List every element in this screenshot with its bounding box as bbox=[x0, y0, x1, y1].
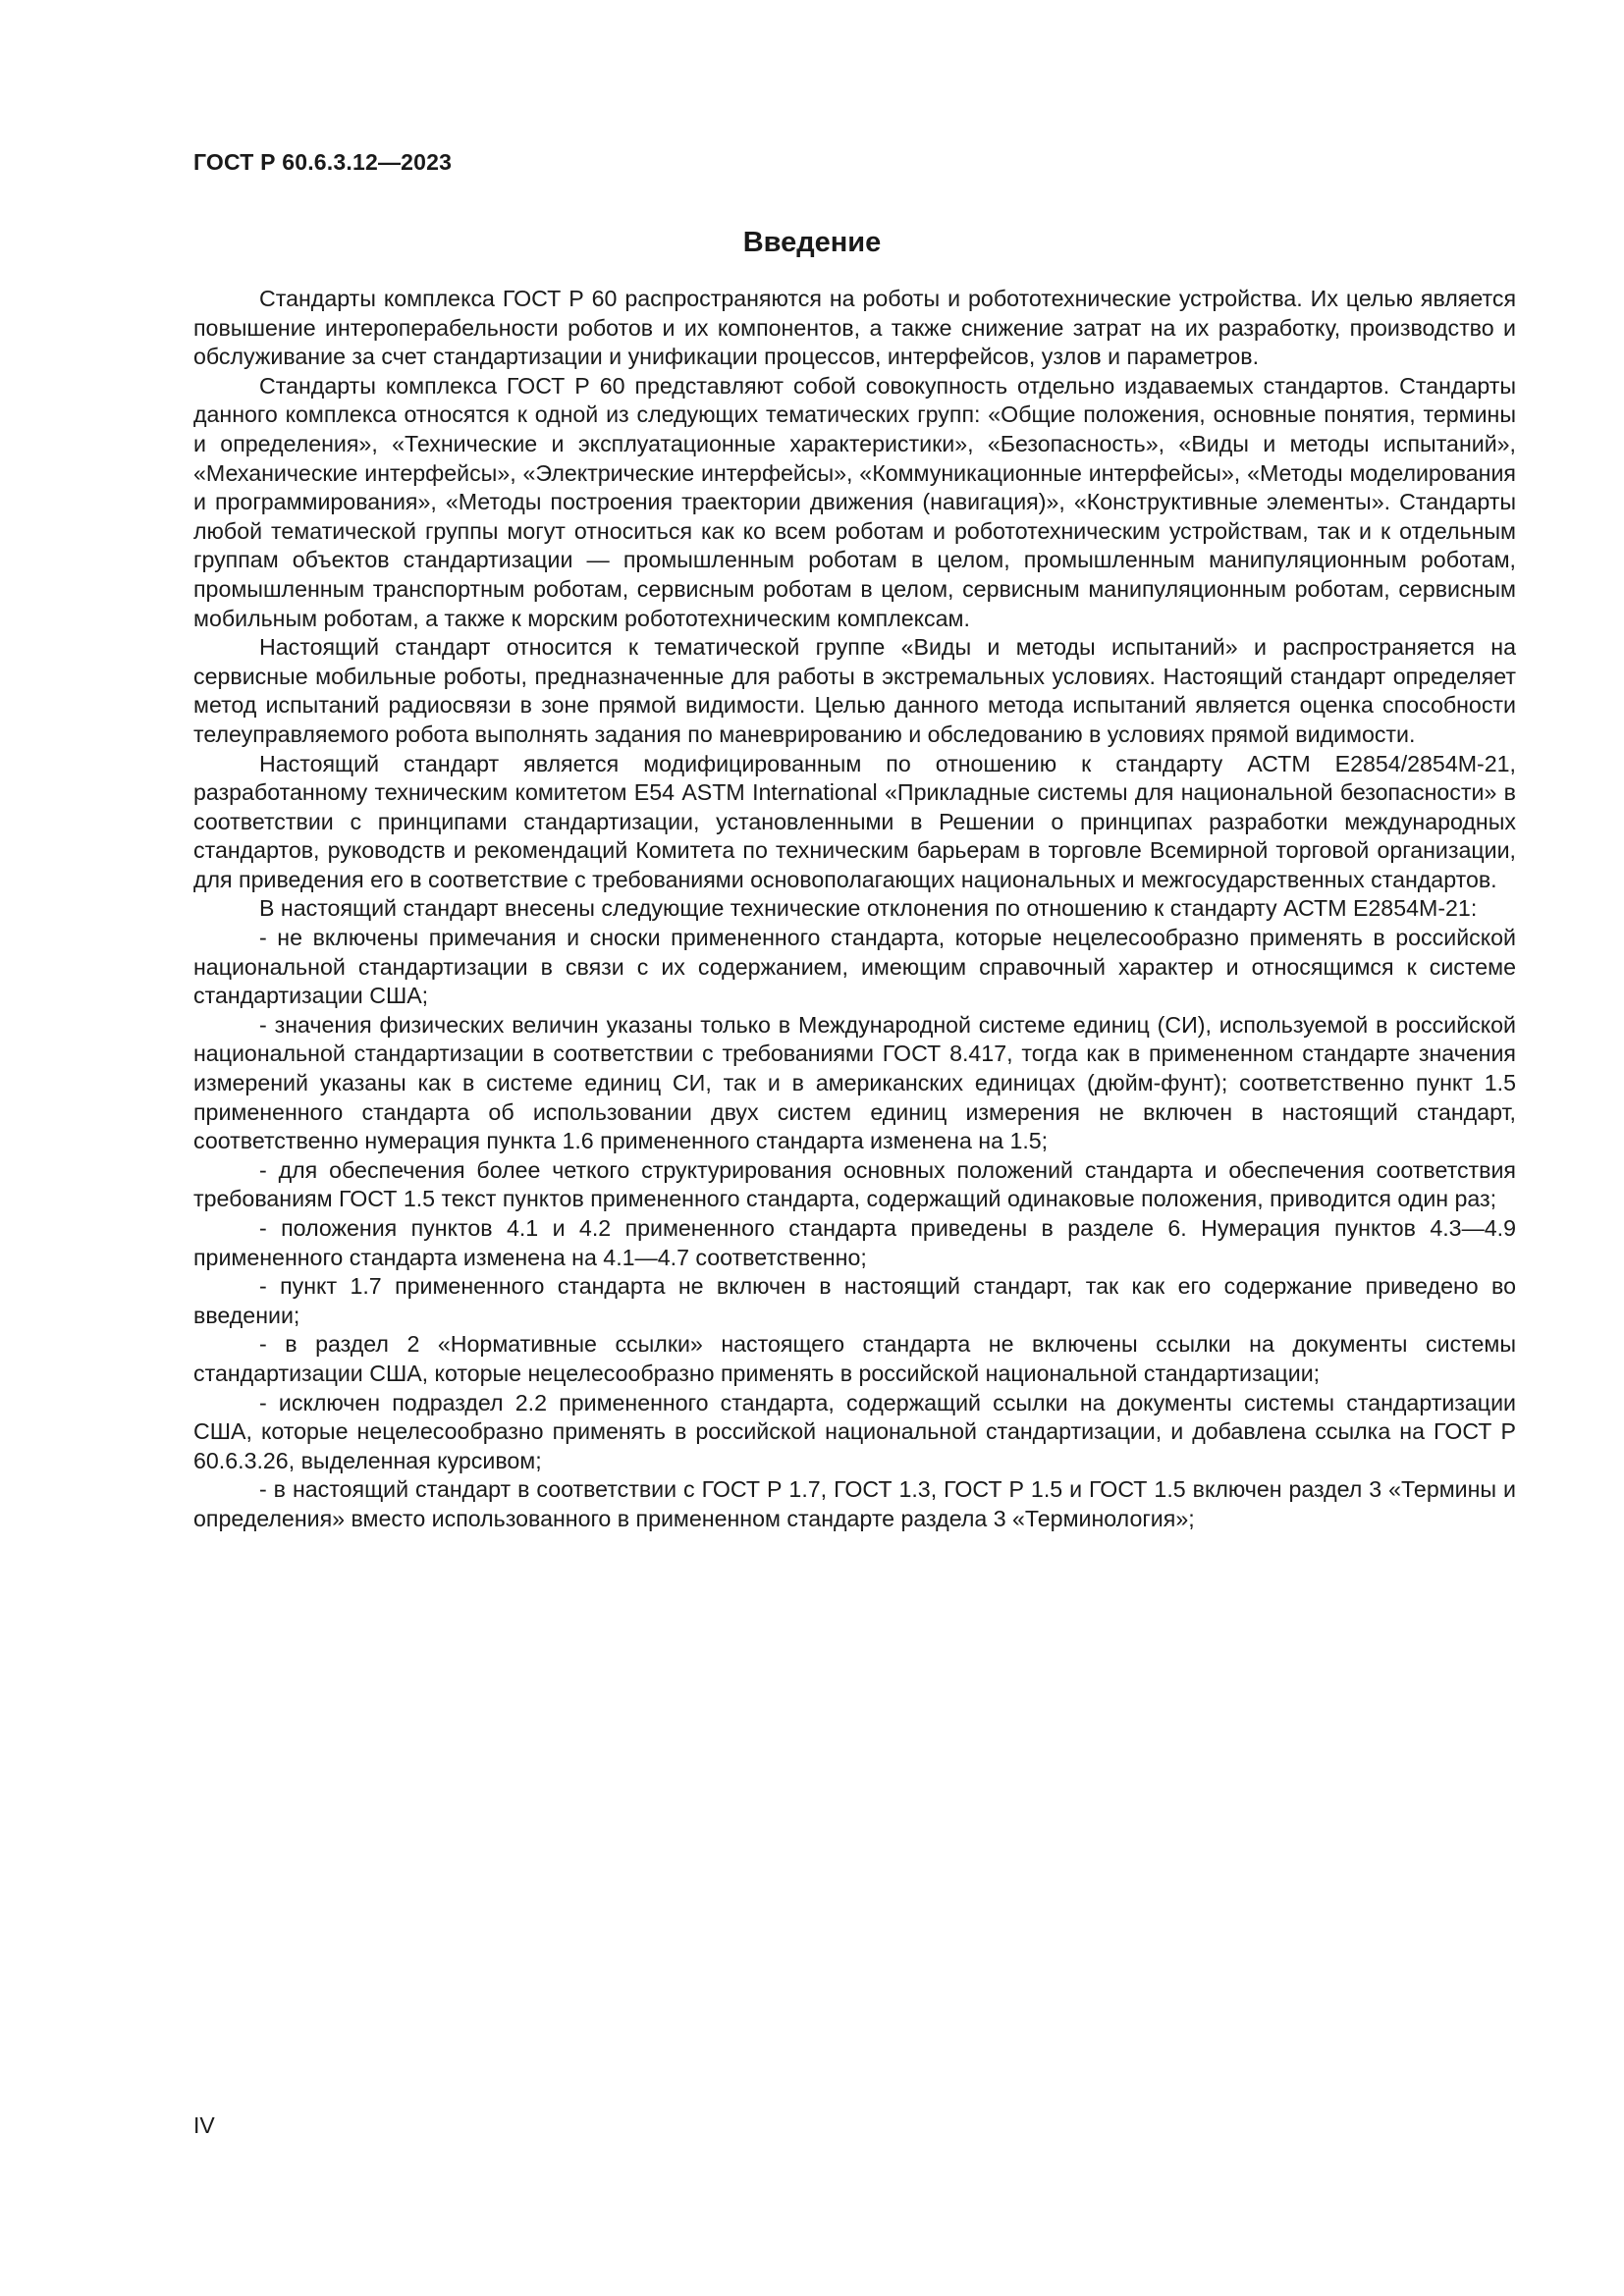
page-number: IV bbox=[193, 2112, 215, 2138]
list-item: - в настоящий стандарт в соответствии с ГОСТ Р 1.7, ГОСТ 1.3, ГОСТ Р 1.5 и ГОСТ 1.5 включен раздел 3 «Термины и определения» вместо использованного в примененном стандарте раздела 3 «Терминология»; bbox=[193, 1476, 1516, 1531]
paragraph: Стандарты комплекса ГОСТ Р 60 распространяются на роботы и робототехнические устройства. Их целью является повышение интероперабельности роботов и их компонентов, а также снижение затрат на их разработку, производство и обслуживание за счет стандартизации и унификации процессов, интерфейсов, узлов и параметров. bbox=[193, 286, 1516, 370]
document-header: ГОСТ Р 60.6.3.12—2023 bbox=[193, 149, 453, 175]
list-item: - исключен подраздел 2.2 примененного стандарта, содержащий ссылки на документы системы стандартизации США, которые нецелесообразно применять в российской национальной стандартизации, и добавлена ссылка на ГОСТ Р 60.6.3.26, выделенная курсивом; bbox=[193, 1389, 1516, 1473]
paragraph: Настоящий стандарт является модифицированным по отношению к стандарту АСТМ Е2854/2854М-21, разработанному техническим комитетом Е54 ASTM International «Прикладные системы для национальной безопасности» в соответствии с принципами стандартизации, установленными в Решении о принципах разработки международных стандартов, руководств и рекомендаций Комитета по техническим барьерам в торговле Всемирной торговой организации, для приведения его в соответствие с требованиями основополагающих национальных и межгосударственных стандартов. bbox=[193, 750, 1516, 892]
list-item: - положения пунктов 4.1 и 4.2 примененного стандарта приведены в разделе 6. Нумерация пунктов 4.3—4.9 примененного стандарта изменена на 4.1—4.7 соответственно; bbox=[193, 1215, 1516, 1270]
list-item: - в раздел 2 «Нормативные ссылки» настоящего стандарта не включены ссылки на документы системы стандартизации США, которые нецелесообразно применять в российской национальной стандартизации; bbox=[193, 1331, 1516, 1386]
paragraph: Стандарты комплекса ГОСТ Р 60 представляют собой совокупность отдельно издаваемых стандартов. Стандарты данного комплекса относятся к одной из следующих тематических групп: «Общие положения, основные понятия, термины и определения», «Технические и эксплуатационные характеристики», «Безопасность», «Виды и методы испытаний», «Механические интерфейсы», «Электрические интерфейсы», «Коммуникационные интерфейсы», «Методы моделирования и программирования», «Методы построения траектории движения (навигация)», «Конструктивные элементы». Стандарты любой тематической группы могут относиться как ко всем роботам и робототехническим устройствам, так и к отдельным группам объектов стандартизации — промышленным роботам в целом, промышленным манипуляционным роботам, промышленным транспортным роботам, сервисным роботам в целом, сервисным манипуляционным роботам, сервисным мобильным роботам, а также к морским робототехническим комплексам. bbox=[193, 372, 1516, 631]
list-item: - значения физических величин указаны только в Международной системе единиц (СИ), используемой в российской национальной стандартизации в соответствии с требованиями ГОСТ 8.417, тогда как в примененном стандарте значения измерений указаны как в системе единиц СИ, так и в американских единицах (дюйм-фунт); соответственно пункт 1.5 примененного стандарта об использовании двух систем единиц измерения не включен в настоящий стандарт, соответственно нумерация пункта 1.6 примененного стандарта изменена на 1.5; bbox=[193, 1011, 1516, 1154]
paragraph: Настоящий стандарт относится к тематической группе «Виды и методы испытаний» и распространяется на сервисные мобильные роботы, предназначенные для работы в экстремальных условиях. Настоящий стандарт определяет метод испытаний радиосвязи в зоне прямой видимости. Целью данного метода испытаний является оценка способности телеуправляемого робота выполнять задания по маневрированию и обследованию в условиях прямой видимости. bbox=[193, 634, 1516, 747]
body-text bbox=[193, 285, 1516, 1534]
paragraph: В настоящий стандарт внесены следующие технические отклонения по отношению к стандарту АСТМ Е2854М-21: bbox=[259, 895, 1478, 922]
section-title: Введение bbox=[742, 227, 882, 258]
list-item: - не включены примечания и сноски примененного стандарта, которые нецелесообразно применять в российской национальной стандартизации в связи с их содержанием, имеющим справочный характер и относящимся к системе стандартизации США; bbox=[193, 925, 1516, 1009]
list-item: - пункт 1.7 примененного стандарта не включен в настоящий стандарт, так как его содержание приведено во введении; bbox=[193, 1273, 1516, 1328]
list-item: - для обеспечения более четкого структурирования основных положений стандарта и обеспечения соответствия требованиям ГОСТ 1.5 текст пунктов примененного стандарта, содержащий одинаковые положения, приводится один раз; bbox=[193, 1156, 1516, 1212]
